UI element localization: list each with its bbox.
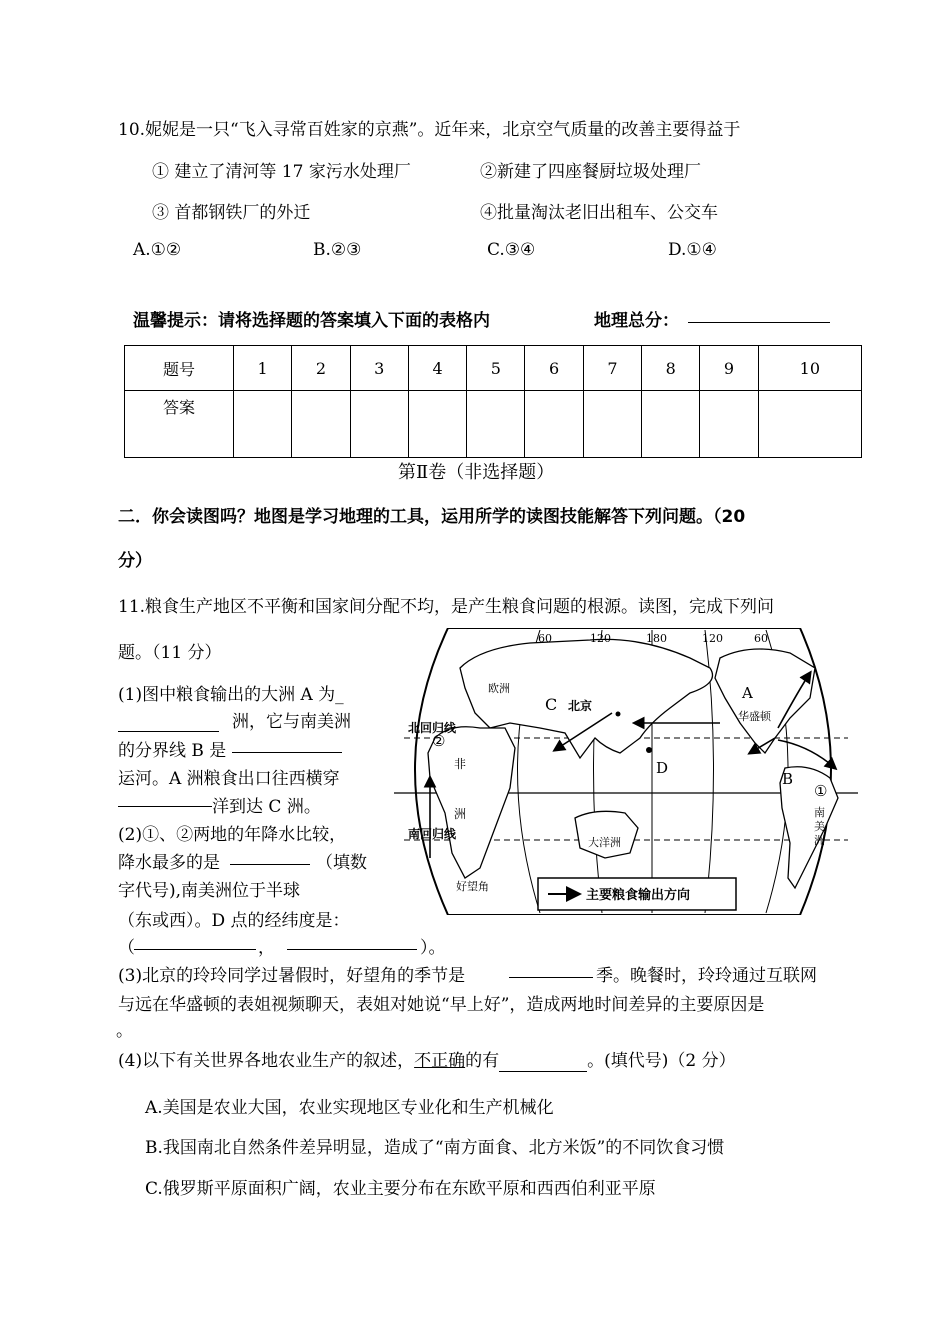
legend-label: 主要粮食输出方向 xyxy=(586,888,691,903)
table-cell: 2 xyxy=(292,346,350,391)
q11-blank-latitude[interactable] xyxy=(287,949,417,950)
table-row xyxy=(125,391,862,458)
q10-choice-a: A.①② xyxy=(133,240,182,260)
table-row xyxy=(125,346,862,391)
q11-part2-line3: 字代号),南美洲位于半球 xyxy=(118,881,301,901)
label-b: B xyxy=(782,770,794,788)
table-cell: 7 xyxy=(583,346,641,391)
table-cell: 1 xyxy=(234,346,292,391)
label-south-america-3: 洲 xyxy=(814,834,825,847)
table-cell: 10 xyxy=(758,346,861,391)
table-cell: 6 xyxy=(525,346,583,391)
q11-part1-line1: (1)图中粮食输出的大洲 A 为_ xyxy=(118,685,344,705)
q11-stem-cont: 题。（11 分） xyxy=(118,643,222,663)
q10-option-2: ②新建了四座餐厨垃圾处理厂 xyxy=(480,162,701,182)
q10-choice-b: B.②③ xyxy=(313,240,362,260)
q10-option-4: ④批量淘汰老旧出租车、公交车 xyxy=(480,203,718,223)
q10-choice-d: D.①④ xyxy=(668,240,717,260)
q11-option-b: B.我国南北自然条件差异明显，造成了“南方面食、北方米饭”的不同饮食习惯 xyxy=(145,1138,725,1158)
answer-cell[interactable] xyxy=(525,391,583,458)
q11-blank-rainfall[interactable] xyxy=(230,864,310,865)
q11-part1-line5: 洋到达 C 洲。 xyxy=(212,797,321,817)
point-d xyxy=(646,747,652,753)
answer-cell[interactable] xyxy=(234,391,292,458)
q11-part3-line1b: 季。晚餐时，玲玲通过互联网 xyxy=(596,966,817,986)
table-cell: 9 xyxy=(700,346,758,391)
q11-part2-line2: 降水最多的是 xyxy=(118,853,220,873)
answer-cell[interactable] xyxy=(467,391,525,458)
answer-cell[interactable] xyxy=(700,391,758,458)
q11-blank-incorrect[interactable] xyxy=(499,1051,587,1072)
label-washington: 华盛顿 xyxy=(738,710,771,723)
table-cell: 3 xyxy=(350,346,408,391)
q11-part2-open: （ xyxy=(118,938,135,958)
answer-cell[interactable] xyxy=(408,391,466,458)
answer-cell[interactable] xyxy=(758,391,861,458)
q11-part4 xyxy=(118,1046,736,1072)
lon-label: 60 xyxy=(754,632,768,645)
q11-part4-underline: 不正确 xyxy=(414,1051,466,1071)
q11-blank-longitude[interactable] xyxy=(134,949,256,950)
q11-part1-line2: 洲，它与南美洲 xyxy=(232,712,351,732)
q11-part2-line1: (2)①、②两地的年降水比较， xyxy=(118,825,347,845)
q11-stem: 11.粮食生产地区不平衡和国家间分配不均，是产生粮食问题的根源。读图，完成下列问 xyxy=(118,597,775,617)
q11-part3-line3: 。 xyxy=(116,1021,133,1041)
marker-2: ② xyxy=(432,732,446,750)
table-header-label: 题号 xyxy=(125,346,234,391)
label-d: D xyxy=(656,759,669,777)
table-cell: 5 xyxy=(467,346,525,391)
q11-part1-line3: 的分界线 B 是 xyxy=(118,741,227,761)
q10-stem: 10.妮妮是一只“飞入寻常百姓家的京燕”。近年来，北京空气质量的改善主要得益于 xyxy=(118,120,741,140)
table-cell: 8 xyxy=(642,346,700,391)
world-food-map xyxy=(390,628,862,915)
lon-label: 60 xyxy=(538,632,552,645)
q11-part1-line4: 运河。A 洲粮食出口往西横穿 xyxy=(118,769,340,789)
q11-option-a: A.美国是农业大国，农业实现地区专业化和生产机械化 xyxy=(145,1098,554,1118)
q11-part2-line4: （东或西）。D 点的经纬度是： xyxy=(118,911,350,931)
q10-option-3: ③ 首都钢铁厂的外迁 xyxy=(152,203,311,223)
label-oceania: 大洋洲 xyxy=(588,836,621,849)
q11-part2-line2b: （填数 xyxy=(316,853,367,873)
answer-tip: 温馨提示：请将选择题的答案填入下面的表格内 xyxy=(133,311,490,331)
beijing-marker xyxy=(616,712,621,717)
q11-part3-line1: (3)北京的玲玲同学过暑假时，好望角的季节是 xyxy=(118,966,466,986)
q11-blank-canal[interactable] xyxy=(232,752,342,753)
q11-part4-b: 的有 xyxy=(465,1051,500,1071)
q11-blank-continent[interactable] xyxy=(118,711,219,732)
q11-blank-ocean[interactable] xyxy=(118,806,212,807)
section-2-heading: 二．你会读图吗？地图是学习地理的工具，运用所学的读图技能解答下列问题。（20 xyxy=(118,507,746,527)
label-a: A xyxy=(742,684,753,702)
answer-cell[interactable] xyxy=(350,391,408,458)
q11-blank-season[interactable] xyxy=(509,977,593,978)
answer-cell[interactable] xyxy=(642,391,700,458)
lon-label: 180 xyxy=(646,632,667,645)
label-beijing: 北京 xyxy=(568,699,593,713)
label-tropic-cancer: 北回归线 xyxy=(408,721,457,735)
table-answer-label: 答案 xyxy=(125,391,234,458)
answer-table xyxy=(124,345,862,458)
q11-part3-line2: 与远在华盛顿的表姐视频聊天，表姐对她说“早上好”，造成两地时间差异的主要原因是 xyxy=(118,995,765,1015)
section-2-heading-cont: 分） xyxy=(118,551,152,571)
label-c: C xyxy=(545,695,558,714)
table-cell: 4 xyxy=(408,346,466,391)
marker-1: ① xyxy=(814,782,828,800)
total-score-label: 地理总分： xyxy=(594,311,679,331)
label-europe: 欧洲 xyxy=(488,682,510,695)
label-tropic-capricorn: 南回归线 xyxy=(408,827,457,841)
lon-label: 120 xyxy=(702,632,723,645)
lon-label: 120 xyxy=(590,632,611,645)
label-south-america-2: 美 xyxy=(814,820,825,833)
q11-option-c: C.俄罗斯平原面积广阔，农业主要分布在东欧平原和西西伯利亚平原 xyxy=(145,1179,656,1199)
label-south-america-1: 南 xyxy=(814,806,825,819)
q11-part2-comma: ， xyxy=(258,938,275,958)
answer-cell[interactable] xyxy=(583,391,641,458)
q11-part2-close: ）。 xyxy=(420,938,446,958)
answer-cell[interactable] xyxy=(292,391,350,458)
q11-part4-a: (4)以下有关世界各地农业生产的叙述， xyxy=(118,1051,415,1071)
label-cape: 好望角 xyxy=(456,880,489,893)
label-africa-2: 洲 xyxy=(454,807,467,821)
total-score-blank[interactable] xyxy=(688,322,830,323)
volume-2-title: 第Ⅱ卷（非选择题） xyxy=(398,462,555,483)
q10-choice-c: C.③④ xyxy=(487,240,536,260)
q10-option-1: ① 建立了清河等 17 家污水处理厂 xyxy=(152,162,411,182)
q11-part4-c: 。(填代号)（2 分） xyxy=(587,1051,736,1071)
label-africa-1: 非 xyxy=(454,757,467,771)
